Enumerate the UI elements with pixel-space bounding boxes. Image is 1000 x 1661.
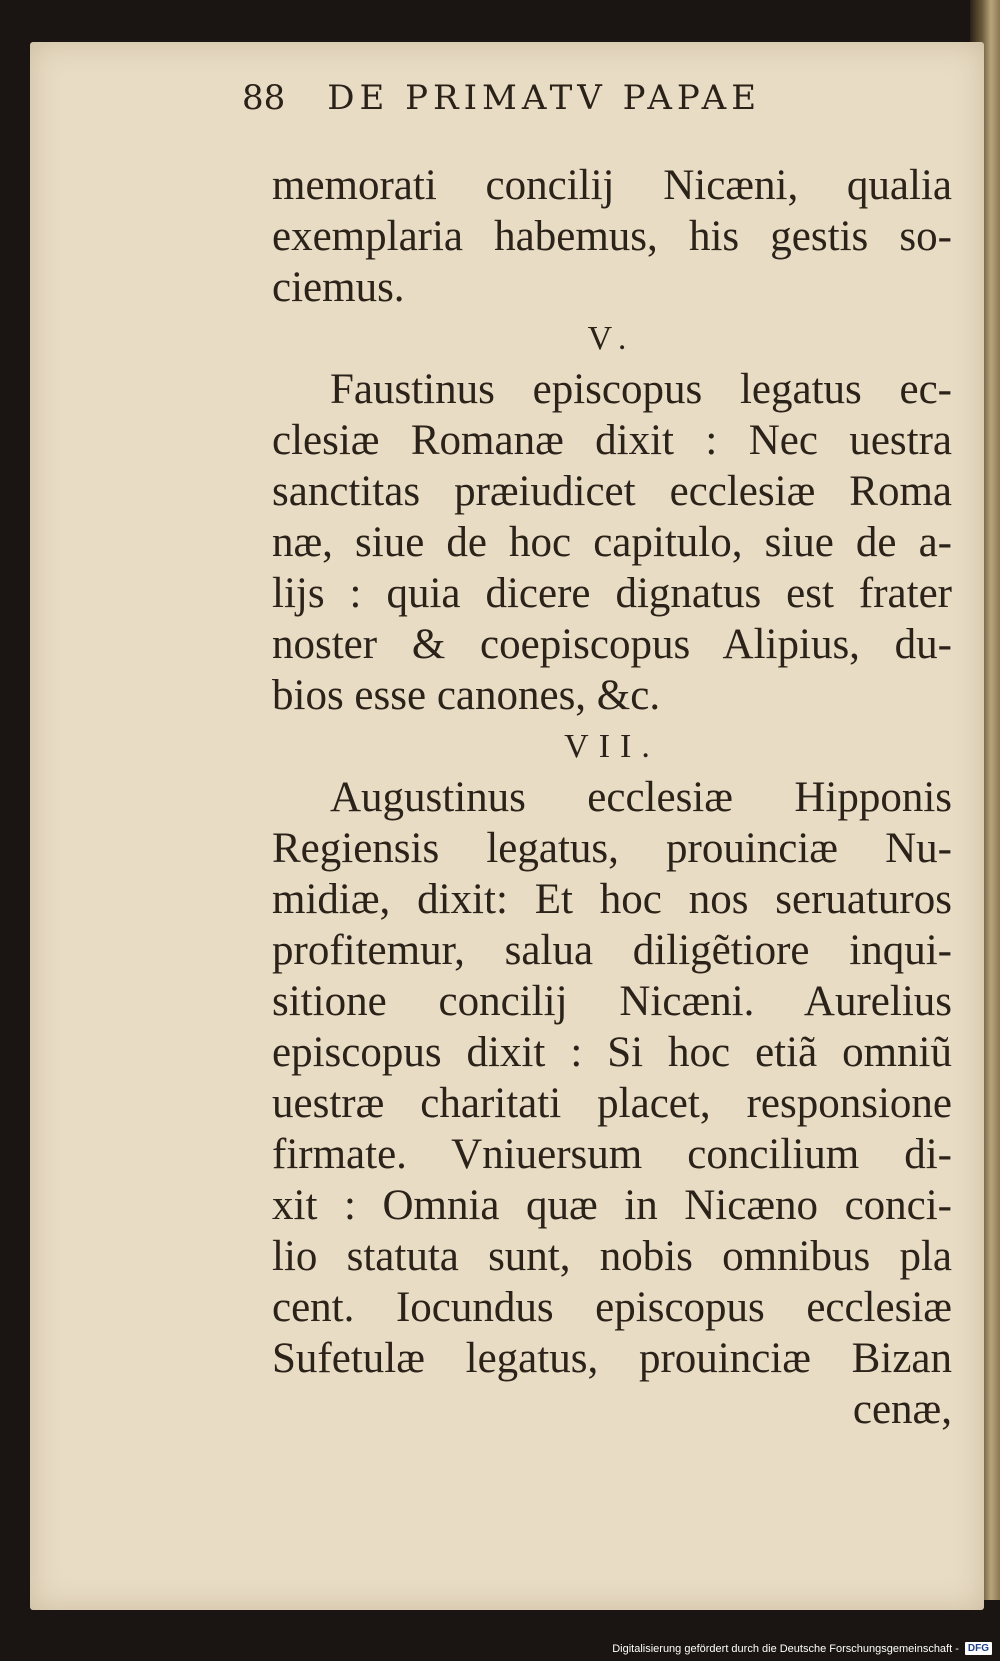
text-line: lio statuta sunt, nobis omnibus pla — [272, 1233, 952, 1280]
text-line: midiæ, dixit: Et hoc nos seruaturos — [272, 876, 952, 923]
running-title: DE PRIMATV PAPAE — [327, 78, 762, 118]
credit-text: Digitalisierung gefördert durch die Deutsche Forschungsgemeinschaft - — [612, 1642, 959, 1655]
text-line: Sufetulæ legatus, prouinciæ Bizan — [272, 1335, 952, 1382]
text-line: lijs : quia dicere dignatus est frater — [272, 570, 952, 617]
text-line: bios esse canones, &c. — [272, 672, 661, 719]
text-line: exemplaria habemus, his gestis so- — [272, 213, 952, 260]
text-line: ciemus. — [272, 264, 405, 311]
text-line: uestræ charitati placet, responsione — [272, 1080, 952, 1127]
dfg-logo: DFG — [965, 1642, 992, 1655]
text-line: profitemur, salua diligẽtiore inqui- — [272, 927, 952, 974]
running-head — [242, 78, 761, 118]
text-line: sanctitas præiudicet ecclesiæ Roma — [272, 468, 952, 515]
text-line: næ, siue de hoc capitulo, siue de a- — [272, 519, 952, 566]
section-number: VII. — [564, 728, 660, 765]
text-line: firmate. Vniuersum concilium di- — [272, 1131, 952, 1178]
text-line: xit : Omnia quæ in Nicæno conci- — [272, 1182, 952, 1229]
page-number: 88 — [242, 78, 286, 118]
text-line: noster & coepiscopus Alipius, du- — [272, 621, 952, 668]
digitization-credit — [612, 1642, 992, 1655]
text-line: memorati concilij Nicæni, qualia — [272, 162, 952, 209]
text-line: episcopus dixit : Si hoc etiã omniũ — [272, 1029, 952, 1076]
text-line: Regiensis legatus, prouinciæ Nu- — [272, 825, 952, 872]
section-number: V. — [587, 320, 637, 357]
text-line: clesiæ Romanæ dixit : Nec uestra — [272, 417, 952, 464]
text-line: sitione concilij Nicæni. Aurelius — [272, 978, 952, 1025]
text-line: cent. Iocundus episcopus ecclesiæ — [272, 1284, 952, 1331]
text-block — [272, 160, 952, 1435]
text-line: Augustinus ecclesiæ Hipponis — [330, 774, 952, 821]
text-line: Faustinus episcopus legatus ec- — [330, 366, 952, 413]
catchword: cenæ, — [852, 1386, 952, 1433]
